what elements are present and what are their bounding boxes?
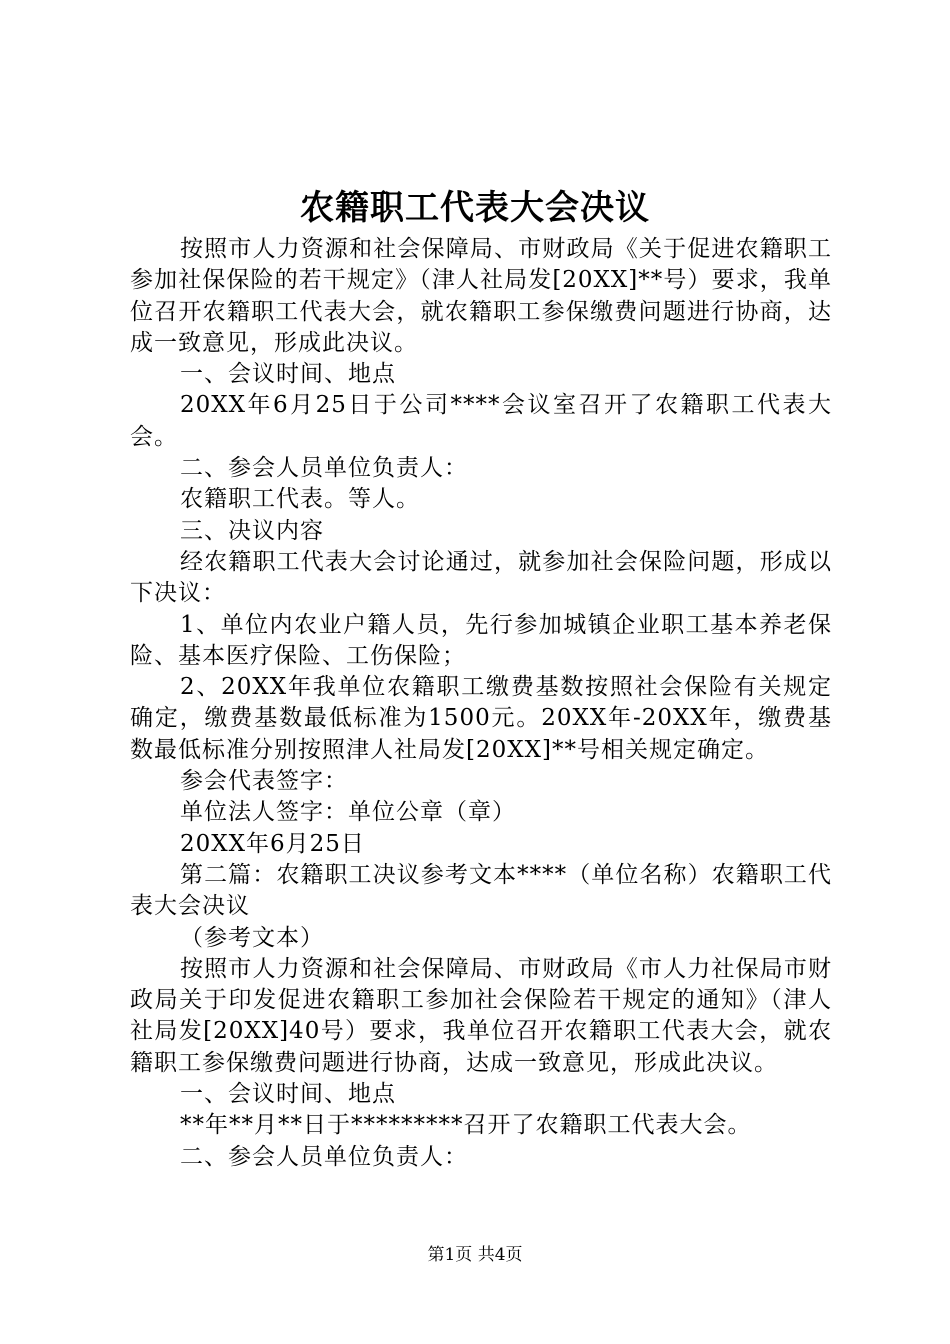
section-heading-time-place: 一、会议时间、地点	[180, 361, 396, 388]
signature-date: 20XX年6月25日	[180, 830, 365, 857]
paragraph-representatives: 农籍职工代表。等人。	[180, 486, 420, 513]
paragraph-meeting-date-2: **年**月**日于*********召开了农籍职工代表大会。	[180, 1112, 752, 1139]
paragraph-meeting-date: 20XX年6月25日于公司****会议室召开了农籍职工代表大会。	[130, 392, 832, 450]
paragraph-resolution-intro: 经农籍职工代表大会讨论通过，就参加社会保险问题，形成以下决议：	[130, 548, 832, 607]
page-indicator: 第1页 共4页	[427, 1245, 523, 1265]
document-title: 农籍职工代表大会决议	[300, 188, 650, 228]
signature-representatives: 参会代表签字：	[180, 768, 348, 795]
paragraph-part-two-heading: 第二篇：农籍职工决议参考文本****（单位名称）农籍职工代表大会决议	[130, 861, 832, 920]
section-heading-attendees-2: 二、参会人员单位负责人：	[180, 1143, 468, 1170]
resolution-item-1: 1、单位内农业户籍人员，先行参加城镇企业职工基本养老保险、基本医疗保险、工伤保险；	[130, 611, 832, 669]
section-heading-time-place-2: 一、会议时间、地点	[180, 1081, 396, 1108]
paragraph-reference-text: （参考文本）	[180, 924, 324, 951]
paragraph-intro-2: 按照市人力资源和社会保障局、市财政局《市人力社保局市财政局关于印发促进农籍职工参加社会保险若干规定的通知》（津人社局发[20XX]40号）要求，我单位召开农籍职工代表大会，就农籍职工参保缴费问题进行协商，达成一致意见，形成此决议。	[130, 955, 832, 1076]
resolution-item-2: 2、20XX年我单位农籍职工缴费基数按照社会保险有关规定确定，缴费基数最低标准为1500元。20XX年-20XX年，缴费基数最低标准分别按照津人社局发[20XX]**号相关规定确定。	[130, 674, 832, 763]
document-body	[130, 234, 832, 1173]
section-heading-resolution: 三、决议内容	[180, 517, 324, 544]
signature-legal-person: 单位法人签字：单位公章（章）	[180, 799, 516, 826]
section-heading-attendees: 二、参会人员单位负责人：	[180, 455, 468, 482]
paragraph-intro: 按照市人力资源和社会保障局、市财政局《关于促进农籍职工参加社保保险的若干规定》（津人社局发[20XX]**号）要求，我单位召开农籍职工代表大会，就农籍职工参保缴费问题进行协商，达成一致意见，形成此决议。	[130, 236, 832, 356]
